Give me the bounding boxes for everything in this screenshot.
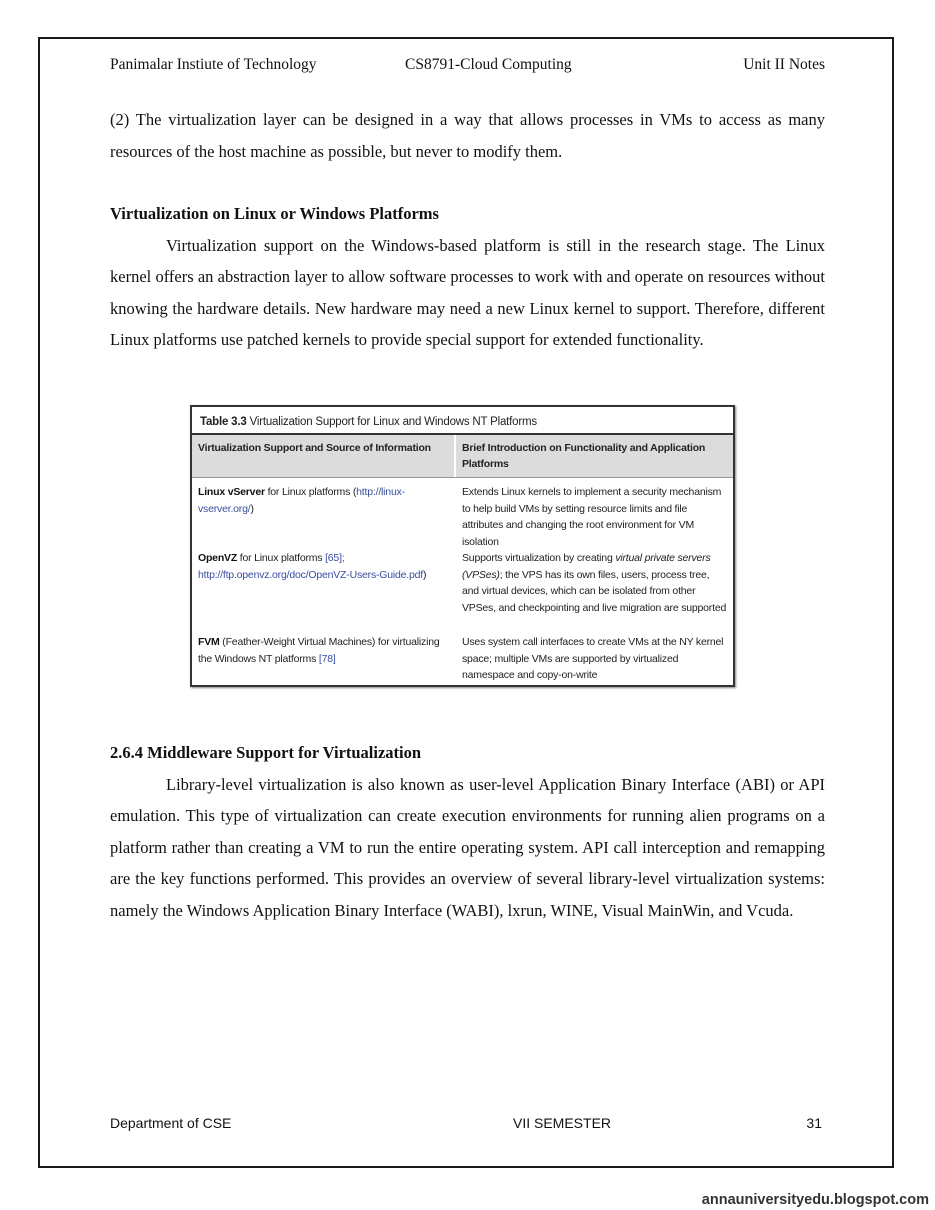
footer-department: Department of CSE [110, 1115, 232, 1131]
table-figure [190, 405, 735, 687]
header-unit: Unit II Notes [743, 56, 825, 73]
footer-page-number: 31 [806, 1115, 822, 1131]
row-name: OpenVZ [198, 552, 238, 564]
table-cell-source: FVM (Feather-Weight Virtual Machines) for virtualizing the Windows NT platforms [78] [198, 636, 440, 665]
table-caption [192, 407, 733, 435]
source-link[interactable]: [78] [318, 652, 336, 665]
table-header-cell: Virtualization Support and Source of Information [192, 435, 456, 477]
intro-paragraph: (2) The virtualization layer can be designed in a way that allows processes in VMs to access as many resources of the host machine as possible, but never to modify them. [110, 110, 825, 161]
table-row [192, 634, 733, 686]
page-header [110, 56, 825, 78]
table-cell-source: OpenVZ for Linux platforms [65]; http://ftp.openvz.org/doc/OpenVZ-Users-Guide.pdf) [198, 552, 427, 581]
table-row [192, 550, 733, 634]
table-caption-text: Virtualization Support for Linux and Windows NT Platforms [249, 416, 537, 428]
table-row [192, 484, 733, 550]
row-name: Linux vServer [198, 486, 265, 498]
section-body-middleware: Library-level virtualization is also known as user-level Application Binary Interface (ABI) or API emulation. This type of virtualization can create execution environments for running alien programs on a platform rather than creating a VM to run the entire operating system. API call interception and remapping are the key functions performed. This provides an overview of several library-level virtualization systems: namely the Windows Application Binary Interface (WABI), lxrun, WINE, Visual MainWin, and Vcuda. [110, 774, 825, 920]
row-name: FVM [198, 636, 220, 648]
page-content [110, 104, 825, 356]
table-header-cell: Brief Introduction on Functionality and Application Platforms [462, 442, 706, 470]
footer-semester: VII SEMESTER [513, 1115, 612, 1131]
table-cell-description: Extends Linux kernels to implement a security mechanism to help build VMs by setting resource limits and file attributes and changing the root environment for VM isolation [462, 486, 722, 548]
table-cell-description: Uses system call interfaces to create VMs at the NY kernel space; multiple VMs are supported by virtualized namespace and copy-on-write [462, 636, 724, 681]
table-header-row [192, 435, 733, 478]
source-link[interactable]: [65]; http://ftp.openvz.org/doc/OpenVZ-Users-Guide.pdf [198, 552, 424, 581]
table-cell-source: Linux vServer for Linux platforms (http://linux-vserver.org/) [198, 486, 405, 515]
table-caption-label: Table 3.3 [200, 416, 247, 428]
source-watermark: annauniversityedu.blogspot.com [701, 1192, 929, 1208]
section-heading-linux-windows: Virtualization on Linux or Windows Platforms [110, 204, 439, 223]
header-course: CS8791-Cloud Computing [405, 56, 572, 73]
table-cell-description: Supports virtualization by creating virtual private servers (VPSes); the VPS has its own files, users, process tree, and virtual devices, which can be isolated from other VPSes, and checkpointing and live migration are supported [462, 552, 727, 614]
section-middleware [110, 737, 825, 926]
section-heading-middleware: 2.6.4 Middleware Support for Virtualization [110, 743, 422, 762]
section-body-linux-windows: Virtualization support on the Windows-based platform is still in the research stage. The Linux kernel offers an abstraction layer to allow software processes to work with and operate on resources without knowing the hardware details. New hardware may need a new Linux kernel to support. Therefore, different Linux platforms use patched kernels to provide special support for extended functionality. [110, 235, 825, 349]
source-link[interactable]: http://linux-vserver.org/ [198, 486, 405, 515]
header-institute: Panimalar Instiute of Technology [110, 56, 317, 73]
page-footer [110, 1115, 822, 1135]
